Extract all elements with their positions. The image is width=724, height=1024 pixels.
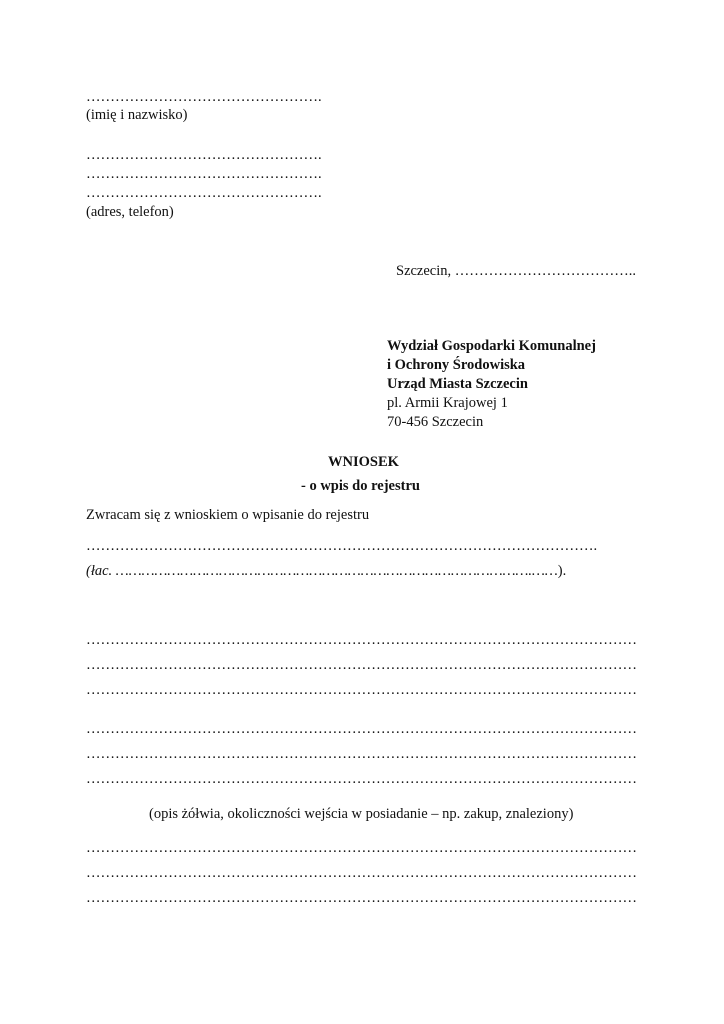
description-line-c3: …………………………………………………………………………………………………… [86, 890, 637, 906]
description-line-b2: …………………………………………………………………………………………………… [86, 746, 637, 762]
recipient-line-2: i Ochrony Środowiska [387, 357, 526, 373]
request-text: Zwracam się z wnioskiem o wpisanie do rejestru [86, 507, 370, 523]
recipient-city: 70-456 Szczecin [387, 414, 484, 430]
species-dots: ……………………………………………………………………………………………. [86, 538, 598, 554]
description-line-a2: …………………………………………………………………………………………………… [86, 657, 637, 673]
latin-prefix: (łac. [86, 563, 116, 579]
sender-address-dots-1: …………………………………………. [86, 147, 322, 163]
description-caption: (opis żółwia, okoliczności wejścia w posiadanie – np. zakup, znaleziony) [149, 806, 574, 822]
recipient-line-3: Urząd Miasta Szczecin [387, 376, 528, 392]
sender-name-caption: (imię i nazwisko) [86, 107, 188, 123]
description-line-b3: …………………………………………………………………………………………………… [86, 771, 637, 787]
place-date: Szczecin, ……………………………….. [396, 263, 637, 279]
description-line-c2: …………………………………………………………………………………………………… [86, 865, 637, 881]
sender-name-dots: …………………………………………. [86, 89, 322, 105]
description-line-a1: …………………………………………………………………………………………………… [86, 632, 637, 648]
sender-address-dots-3: …………………………………………. [86, 185, 322, 201]
description-line-a3: …………………………………………………………………………………………………… [86, 682, 637, 698]
latin-suffix: ). [557, 563, 567, 579]
document-title: WNIOSEK [328, 454, 399, 470]
latin-name-line [86, 562, 566, 580]
document-subtitle: - o wpis do rejestru [301, 478, 420, 494]
latin-dots: …………………………………………………………………………………….…… [115, 563, 558, 579]
sender-address-dots-2: …………………………………………. [86, 166, 322, 182]
sender-address-caption: (adres, telefon) [86, 204, 174, 220]
recipient-line-1: Wydział Gospodarki Komunalnej [387, 338, 596, 354]
description-line-c1: …………………………………………………………………………………………………… [86, 840, 637, 856]
recipient-street: pl. Armii Krajowej 1 [387, 395, 508, 411]
description-line-b1: …………………………………………………………………………………………………… [86, 721, 637, 737]
